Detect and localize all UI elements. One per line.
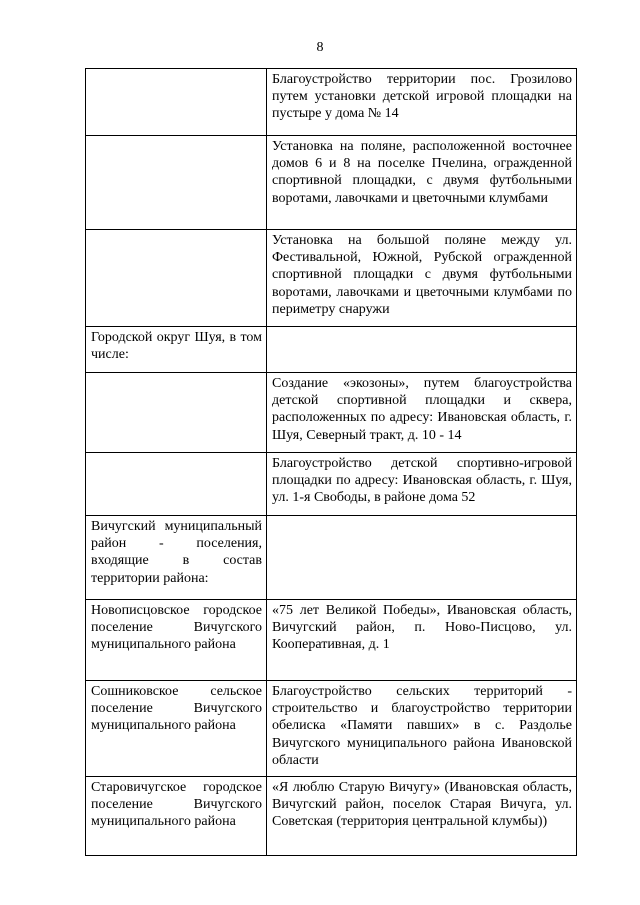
table-row <box>86 600 577 681</box>
table-row <box>86 69 577 136</box>
municipality-cell <box>86 681 267 777</box>
municipality-text: Городской округ Шуя, в том числе: <box>91 330 262 363</box>
municipality-cell <box>86 230 267 327</box>
project-cell <box>267 373 577 453</box>
municipality-text: Старовичугское городское поселение Вичугского муниципального района <box>91 780 262 830</box>
municipality-cell <box>86 600 267 681</box>
table-row <box>86 327 577 373</box>
project-text: «75 лет Великой Победы», Ивановская область, Вичугский район, п. Ново-Писцово, ул. Кооперативная, д. 1 <box>272 603 572 653</box>
project-text: Установка на большой поляне между ул. Фестивальной, Южной, Рубской огражденной спортивной площадки с двумя футбольными воротами, лавочками и цветочными клумбами по периметру снаружи <box>272 233 572 317</box>
project-cell <box>267 136 577 230</box>
table-row <box>86 136 577 230</box>
municipality-text: Новописцовское городское поселение Вичугского муниципального района <box>91 603 262 653</box>
project-text: Благоустройство сельских территорий - строительство и благоустройство территории обелиска «Памяти павших» в с. Раздолье Вичугского муниципального района Ивановской области <box>272 684 572 768</box>
project-text: Создание «экозоны», путем благоустройства детской спортивной площадки и сквера, расположенных по адресу: Ивановская область, г. Шуя, Северный тракт, д. 10 - 14 <box>272 376 572 443</box>
project-cell <box>267 453 577 516</box>
table-row <box>86 681 577 777</box>
municipality-cell <box>86 69 267 136</box>
municipality-cell <box>86 516 267 600</box>
project-cell <box>267 327 577 373</box>
project-cell <box>267 600 577 681</box>
project-text: Благоустройство детской спортивно-игровой площадки по адресу: Ивановская область, г. Шуя, ул. 1-я Свободы, в районе дома 52 <box>272 456 572 506</box>
project-cell <box>267 516 577 600</box>
municipality-cell <box>86 373 267 453</box>
project-cell <box>267 69 577 136</box>
municipality-cell <box>86 777 267 856</box>
page-number: 8 <box>316 40 324 55</box>
table-row <box>86 373 577 453</box>
municipality-text: Вичугский муниципальный район - поселения, входящие в состав территории района: <box>91 519 262 586</box>
municipality-cell <box>86 327 267 373</box>
project-text: Установка на поляне, расположенной восточнее домов 6 и 8 на поселке Пчелина, огражденной спортивной площадки, с двумя футбольными воротами, лавочками и цветочными клумбами <box>272 139 572 206</box>
table-row <box>86 453 577 516</box>
project-cell <box>267 681 577 777</box>
municipality-cell <box>86 136 267 230</box>
projects-table <box>85 68 577 856</box>
project-cell <box>267 230 577 327</box>
project-text: Благоустройство территории пос. Грозилово путем установки детской игровой площадки на пустыре у дома № 14 <box>272 72 572 122</box>
table-row <box>86 777 577 856</box>
table-row <box>86 516 577 600</box>
project-text: «Я люблю Старую Вичугу» (Ивановская область, Вичугский район, поселок Старая Вичуга, ул. Советская (территория центральной клумбы)) <box>272 780 572 830</box>
municipality-text: Сошниковское сельское поселение Вичугского муниципального района <box>91 684 262 734</box>
municipality-cell <box>86 453 267 516</box>
project-cell <box>267 777 577 856</box>
table-row <box>86 230 577 327</box>
